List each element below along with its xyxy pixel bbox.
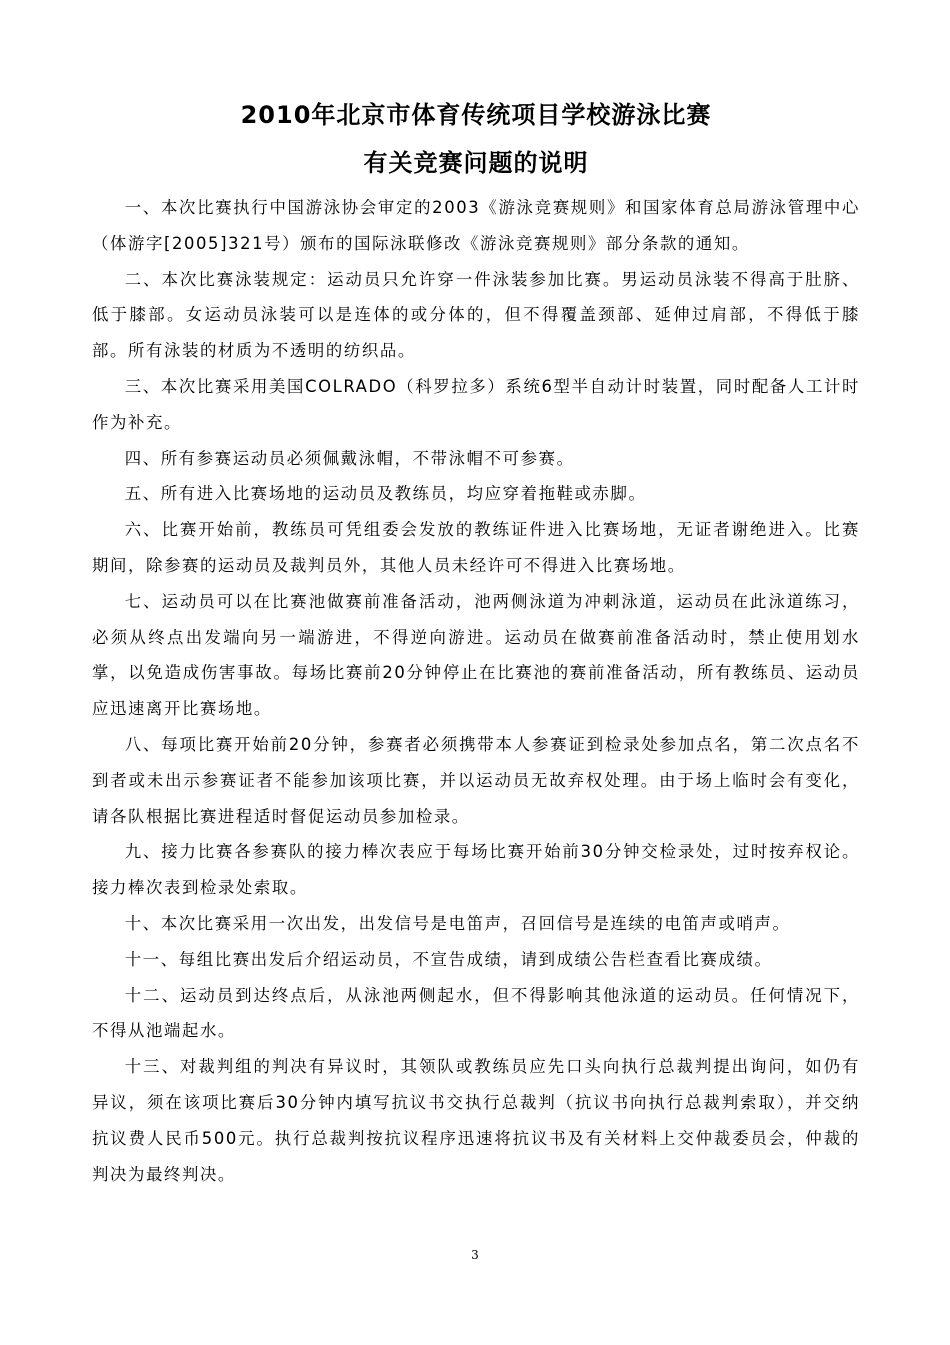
paragraph-11: 十一、每组比赛出发后介绍运动员，不宣告成绩，请到成绩公告栏查看比赛成绩。 [124,949,773,969]
paragraph-13: 十三、对裁判组的判决有异议时，其领队或教练员应先口头向执行总裁判提出询问，如仍有异议，须在该项比赛后30分钟内填写抗议书交执行总裁判（抗议书向执行总裁判索取），并交纳抗议费人民币500元。执行总裁判按抗议程序迅速将抗议书及有关材料上交仲裁委员会，仲裁的判决为最终判决。 [92,1057,860,1184]
paragraph-4: 四、所有参赛运动员必须佩戴泳帽，不带泳帽不可参赛。 [124,448,575,468]
paragraph-9: 九、接力比赛各参赛队的接力棒次表应于每场比赛开始前30分钟交检录处，过时按弃权论。接力棒次表到检录处索取。 [92,842,860,898]
paragraph-6: 六、比赛开始前，教练员可凭组委会发放的教练证件进入比赛场地，无证者谢绝进入。比赛期间，除参赛的运动员及裁判员外，其他人员未经许可不得进入比赛场地。 [92,520,860,575]
paragraph-7: 七、运动员可以在比赛池做赛前准备活动，池两侧泳道为冲刺泳道，运动员在此泳道练习，必须从终点出发端向另一端游进，不得逆向游进。运动员在做赛前准备活动时，禁止使用划水掌，以免造成伤害事故。每场比赛前20分钟停止在比赛池的赛前准备活动，所有教练员、运动员应迅速离开比赛场地。 [92,591,860,719]
document-subtitle: 有关竞赛问题的说明 [363,149,589,177]
document-page [92,96,860,1192]
paragraph-1: 一、本次比赛执行中国游泳协会审定的2003《游泳竞赛规则》和国家体育总局游泳管理中心（体游字[2005]321号）颁布的国际泳联修改《游泳竞赛规则》部分条款的通知。 [92,198,860,253]
paragraph-12: 十二、运动员到达终点后，从泳池两侧起水，但不得影响其他泳道的运动员。任何情况下，不得从池端起水。 [92,985,860,1041]
paragraph-3: 三、本次比赛采用美国COLRADO（科罗拉多）系统6型半自动计时装置，同时配备人工计时作为补充。 [92,376,860,432]
paragraph-10: 十、本次比赛采用一次出发，出发信号是电笛声，召回信号是连续的电笛声或哨声。 [124,913,791,933]
paragraph-5: 五、所有进入比赛场地的运动员及教练员，均应穿着拖鞋或赤脚。 [124,484,647,504]
document-title: 2010年北京市体育传统项目学校游泳比赛 [240,101,712,129]
paragraph-8: 八、每项比赛开始前20分钟，参赛者必须携带本人参赛证到检录处参加点名，第二次点名不到者或未出示参赛证者不能参加该项比赛，并以运动员无故弃权处理。由于场上临时会有变化，请各队根据比赛进程适时督促运动员参加检录。 [92,734,860,826]
paragraph-2: 二、本次比赛泳装规定：运动员只允许穿一件泳装参加比赛。男运动员泳装不得高于肚脐、低于膝部。女运动员泳装可以是连体的或分体的，但不得覆盖颈部、延伸过肩部，不得低于膝部。所有泳装的材质为不透明的纺织品。 [92,269,860,361]
page-number: 3 [471,1248,479,1262]
